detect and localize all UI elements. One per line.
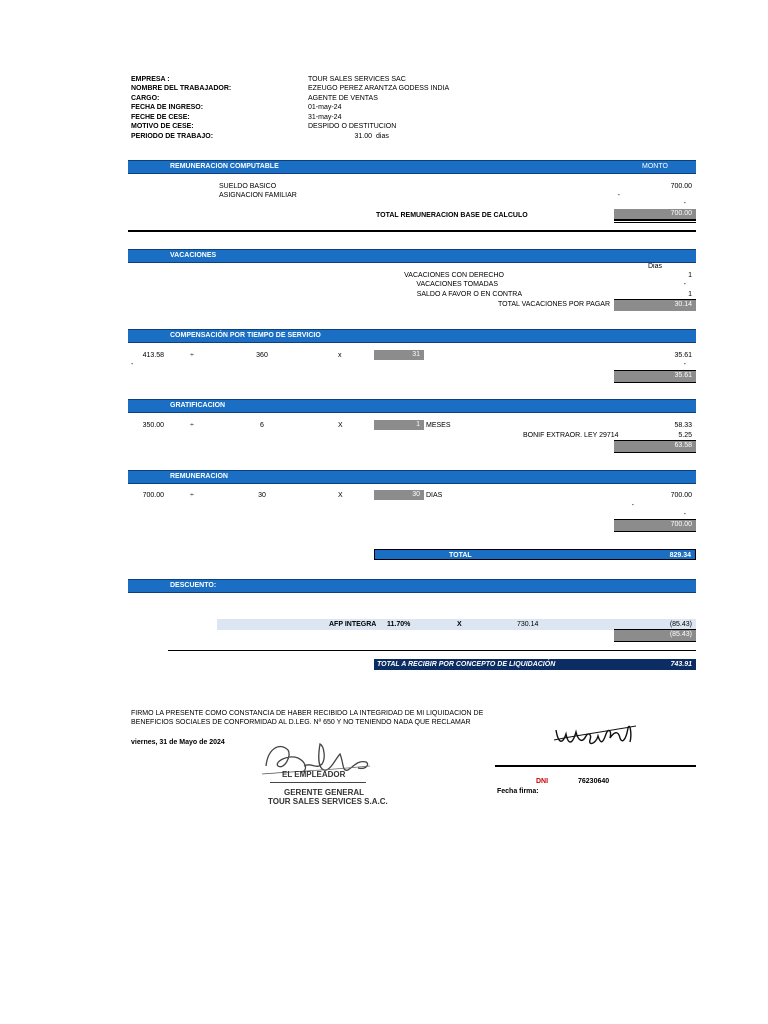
trabajador-value: EZEUGO PEREZ ARANTZA GODESS INDIA	[308, 85, 450, 92]
worker-signature-line	[495, 765, 696, 767]
grat-total: 63.58	[674, 442, 692, 449]
cts-times: x	[338, 352, 342, 359]
neto-label: TOTAL A RECIBIR POR CONCEPTO DE LIQUIDACIÓN	[377, 661, 556, 668]
periodo-unit: dias	[376, 133, 389, 140]
total-value: 829.34	[669, 552, 691, 559]
rem-days-box	[374, 490, 424, 500]
periodo-label: PERIODO DE TRABAJO:	[131, 133, 214, 140]
afp-base: 730.14	[517, 621, 539, 628]
rem-result: 700.00	[670, 492, 692, 499]
monto-header: MONTO	[642, 163, 668, 170]
descuento-band	[128, 579, 696, 593]
declaration-line1: FIRMO LA PRESENTE COMO CONSTANCIA DE HABER RECIBIDO LA INTEGRIDAD DE MI LIQUIDACION DE	[131, 710, 484, 717]
rem-dash2: -	[683, 511, 686, 518]
stamp-line2: TOUR SALES SERVICES S.A.C.	[268, 797, 388, 806]
cts-total-box	[614, 370, 696, 383]
descuento-title: DESCUENTO:	[170, 582, 217, 589]
bonif-value: 5.25	[678, 432, 692, 439]
document-date: viernes, 31 de Mayo de 2024	[131, 739, 225, 746]
cts-divisor: 360	[256, 352, 268, 359]
neto-bar	[374, 659, 696, 670]
employer-label: EL EMPLEADOR	[282, 770, 346, 779]
rem-total-box	[614, 519, 696, 532]
afp-rate: 11.70%	[387, 621, 411, 628]
ingreso-value: 01-may-24	[308, 104, 342, 111]
cts-base: 413.58	[142, 352, 164, 359]
remuneracion-computable-band	[128, 160, 696, 174]
dias-header: Dias	[648, 263, 663, 270]
descuento-total: (85.43)	[669, 631, 692, 638]
total-base-calculo-box	[614, 209, 696, 221]
cts-title: COMPENSACIÓN POR TIEMPO DE SERVICIO	[170, 332, 321, 339]
grat-times: X	[338, 422, 343, 429]
stamp-line1: GERENTE GENERAL	[284, 788, 365, 797]
grat-months-box	[374, 420, 424, 430]
ingreso-label: FECHA DE INGRESO:	[131, 104, 204, 111]
asignacion-familiar-value: -	[617, 192, 620, 199]
worker-signature-icon	[552, 716, 638, 754]
employer-line	[270, 782, 366, 783]
cts-total: 35.61	[674, 372, 692, 379]
cts-dot: -	[131, 361, 134, 368]
total-base-calculo-value: 700.00	[670, 210, 692, 217]
vacaciones-band	[128, 249, 696, 263]
total-vacaciones-label: TOTAL VACACIONES POR PAGAR	[497, 301, 610, 308]
remuneracion-computable-title: REMUNERACION COMPUTABLE	[170, 163, 279, 170]
rem-base: 700.00	[142, 492, 164, 499]
grat-months: 1	[416, 421, 420, 428]
grat-divisor: 6	[260, 422, 264, 429]
cts-div: ÷	[190, 352, 194, 359]
motivo-value: DESPIDO O DESTITUCION	[308, 123, 397, 130]
declaration-line2: BENEFICIOS SOCIALES DE CONFORMIDAD AL D.LEG. Nº 650 Y NO TENIENDO NADA QUE RECLAMAR	[131, 719, 471, 726]
periodo-value: 31.00	[354, 133, 372, 140]
cts-result: 35.61	[674, 352, 692, 359]
gratificacion-title: GRATIFICACION	[170, 402, 226, 409]
saldo-label: SALDO A FAVOR O EN CONTRA	[416, 291, 522, 298]
fecha-firma-label: Fecha firma:	[497, 788, 539, 795]
total-base-underline	[614, 222, 696, 223]
descuento-total-box	[614, 629, 696, 642]
rem-div: ÷	[190, 492, 194, 499]
vacaciones-title: VACACIONES	[170, 252, 217, 259]
total-vacaciones-value: 30.14	[674, 301, 692, 308]
bonif-label: BONIF EXTRAOR. LEY 29714	[523, 432, 619, 439]
vacaciones-derecho-value: 1	[688, 272, 692, 279]
asignacion-familiar-label: ASIGNACION FAMILIAR	[219, 192, 297, 199]
rem-times: X	[338, 492, 343, 499]
cts-days: 31	[412, 351, 420, 358]
dni-value: 76230640	[578, 778, 610, 785]
vacaciones-tomadas-value: -	[683, 281, 686, 288]
total-vacaciones-box	[614, 299, 696, 311]
neto-value: 743.91	[670, 661, 692, 668]
grat-months-label: MESES	[426, 422, 451, 429]
rem-divisor: 30	[258, 492, 266, 499]
sueldo-basico-label: SUELDO BASICO	[219, 183, 277, 190]
sueldo-basico-value: 700.00	[670, 183, 692, 190]
asignacion-dash: -	[683, 200, 686, 207]
empresa-value: TOUR SALES SERVICES SAC	[308, 76, 406, 83]
afp-value: (85.43)	[669, 621, 692, 628]
descuento-divider	[168, 650, 696, 651]
afp-times: X	[457, 621, 462, 628]
dni-label: DNI	[536, 778, 549, 785]
cese-value: 31-may-24	[308, 114, 342, 121]
cargo-value: AGENTE DE VENTAS	[308, 95, 378, 102]
total-label: TOTAL	[449, 552, 472, 559]
section-divider	[128, 230, 696, 232]
rem-dash1: -	[631, 502, 634, 509]
grat-base: 350.00	[142, 422, 164, 429]
remuneracion-band	[128, 470, 696, 484]
saldo-value: 1	[688, 291, 692, 298]
gratificacion-band	[128, 399, 696, 413]
cese-label: FECHE DE CESE:	[131, 114, 190, 121]
vacaciones-derecho-label: VACACIONES CON DERECHO	[404, 272, 504, 279]
cargo-label: CARGO:	[131, 95, 160, 102]
grat-result: 58.33	[674, 422, 692, 429]
empresa-label: EMPRESA :	[131, 76, 170, 83]
grat-total-box	[614, 440, 696, 453]
remuneracion-title: REMUNERACION	[170, 473, 228, 480]
vacaciones-tomadas-label: VACACIONES TOMADAS	[416, 281, 498, 288]
motivo-label: MOTIVO DE CESE:	[131, 123, 194, 130]
rem-days: 30	[412, 491, 420, 498]
trabajador-label: NOMBRE DEL TRABAJADOR:	[131, 85, 232, 92]
afp-label: AFP INTEGRA	[329, 621, 377, 628]
cts-days-box	[374, 350, 424, 360]
cts-dash: -	[683, 361, 686, 368]
rem-days-label: DIAS	[426, 492, 443, 499]
total-bar	[374, 549, 696, 560]
total-base-calculo-label: TOTAL REMUNERACION BASE DE CALCULO	[376, 212, 528, 219]
rem-total: 700.00	[670, 521, 692, 528]
cts-band	[128, 329, 696, 343]
grat-div: ÷	[190, 422, 194, 429]
